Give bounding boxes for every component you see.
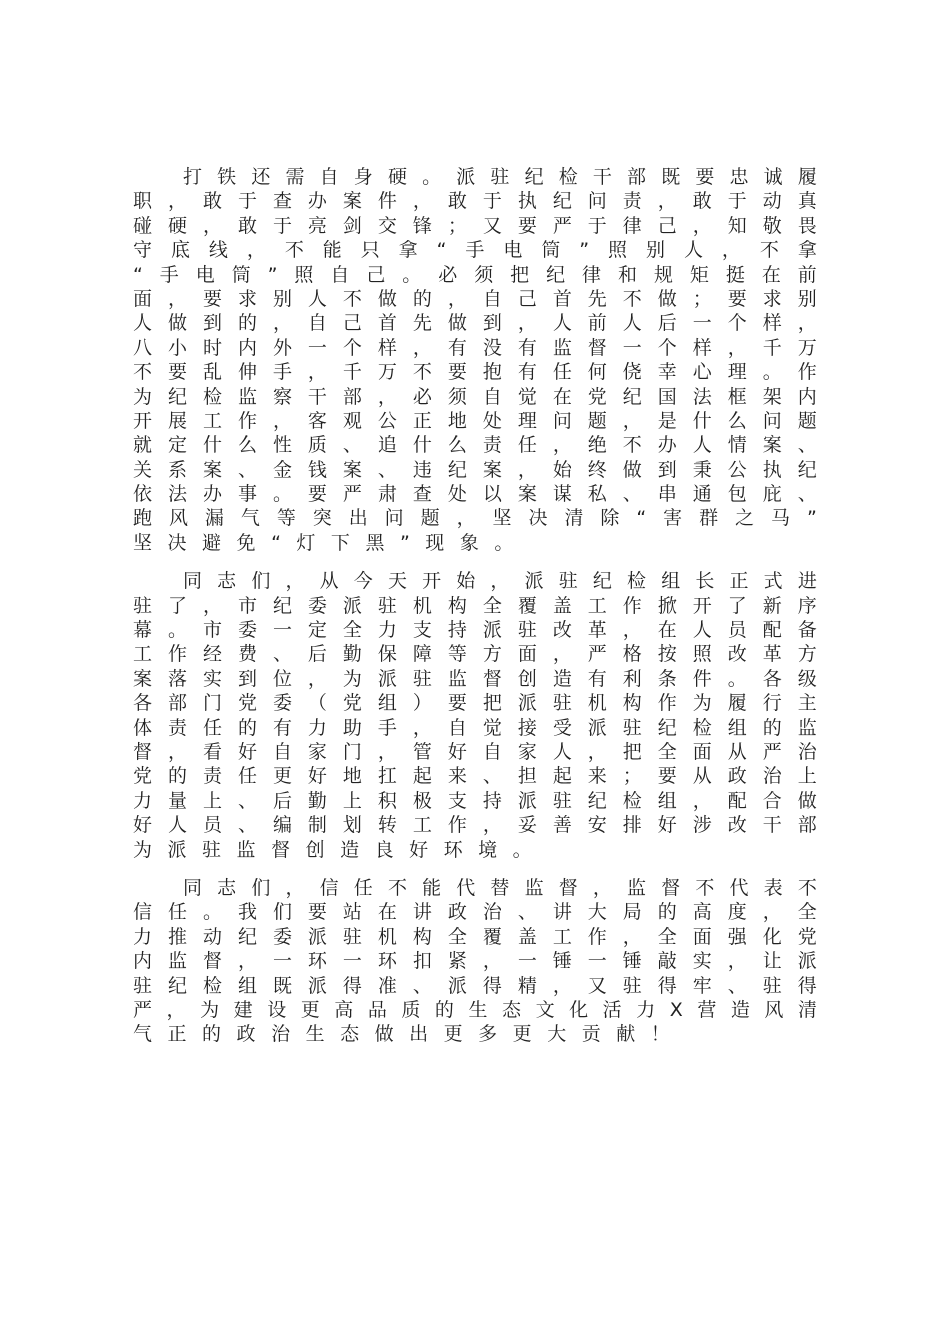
paragraph-line: 打 铁 还 需 自 身 硬 。 派 驻 纪 检 干 部 既 要 忠 诚 履	[183, 166, 817, 188]
paragraph-line: “ 手 电 筒 ” 照 自 己 。 必 须 把 纪 律 和 规 矩 挺 在 前	[133, 263, 817, 286]
paragraph-line: 为 纪 检 监 察 干 部 ， 必 须 自 觉 在 党 纪 国 法 框 架 内	[133, 385, 817, 408]
paragraph	[133, 165, 817, 555]
paragraph-line: 信 任 。 我 们 要 站 在 讲 政 治 、 讲 大 局 的 高 度 ， 全	[133, 901, 817, 924]
paragraph-line: 体 责 任 的 有 力 助 手 ， 自 觉 接 受 派 驻 纪 检 组 的 监	[133, 716, 817, 739]
paragraph-line: 开 展 工 作 ， 客 观 公 正 地 处 理 问 题 ， 是 什 么 问 题	[133, 409, 817, 432]
paragraph-line: 督 ， 看 好 自 家 门 ， 管 好 自 家 人 ， 把 全 面 从 严 治	[133, 740, 817, 763]
paragraph-line: 各 部 门 党 委 （ 党 组 ） 要 把 派 驻 机 构 作 为 履 行 主	[133, 692, 817, 715]
paragraph	[133, 569, 817, 862]
paragraph-line: 职 ， 敢 于 查 办 案 件 ， 敢 于 执 纪 问 责 ， 敢 于 动 真	[133, 190, 817, 213]
paragraph-line: 工 作 经 费 、 后 勤 保 障 等 方 面 ， 严 格 按 照 改 革 方	[133, 643, 817, 666]
paragraph-line: 依 法 办 事 。 要 严 肃 查 处 以 案 谋 私 、 串 通 包 庇 、	[133, 483, 817, 506]
paragraph-line: 不 要 乱 伸 手 ， 千 万 不 要 抱 有 任 何 侥 幸 心 理 。 作	[133, 361, 817, 384]
paragraph-line: 驻 纪 检 组 既 派 得 准 、 派 得 精 ， 又 驻 得 牢 、 驻 得	[133, 974, 817, 997]
paragraph-line: 跑 风 漏 气 等 突 出 问 题 ， 坚 决 清 除 “ 害 群 之 马 ”	[133, 507, 817, 530]
paragraph-line: 力 量 上 、 后 勤 上 积 极 支 持 派 驻 纪 检 组 ， 配 合 做	[133, 789, 817, 812]
paragraph-line: 人 做 到 的 ， 自 己 首 先 做 到 ， 人 前 人 后 一 个 样 ，	[133, 312, 817, 335]
document-body	[133, 165, 817, 1061]
paragraph-line: 内 监 督 ， 一 环 一 环 扣 紧 ， 一 锤 一 锤 敲 实 ， 让 派	[133, 950, 817, 973]
paragraph-line: 坚 决 避 免 “ 灯 下 黑 ” 现 象 。	[133, 531, 514, 554]
paragraph-line: 严 ， 为 建 设 更 高 品 质 的 生 态 文 化 活 力 X 营 造 风 清	[133, 998, 817, 1021]
paragraph-line: 力 推 动 纪 委 派 驻 机 构 全 覆 盖 工 作 ， 全 面 强 化 党	[133, 925, 817, 948]
paragraph-line: 气 正 的 政 治 生 态 做 出 更 多 更 大 贡 献 ！	[133, 1023, 670, 1046]
paragraph	[133, 876, 817, 1047]
paragraph-line: 同 志 们 ， 信 任 不 能 代 替 监 督 ， 监 督 不 代 表 不	[183, 876, 817, 899]
paragraph-line: 八 小 时 内 外 一 个 样 ， 有 没 有 监 督 一 个 样 ， 千 万	[133, 336, 817, 359]
paragraph-line: 为 派 驻 监 督 创 造 良 好 环 境 。	[133, 838, 532, 861]
paragraph-line: 面 ， 要 求 别 人 不 做 的 ， 自 己 首 先 不 做 ； 要 求 别	[133, 287, 817, 310]
paragraph-line: 驻 了 ， 市 纪 委 派 驻 机 构 全 覆 盖 工 作 掀 开 了 新 序	[133, 594, 817, 617]
paragraph-line: 案 落 实 到 位 ， 为 派 驻 监 督 创 造 有 利 条 件 。 各 级	[133, 667, 817, 690]
paragraph-line: 碰 硬 ， 敢 于 亮 剑 交 锋 ； 又 要 严 于 律 己 ， 知 敬 畏	[133, 214, 817, 237]
paragraph-line: 关 系 案 、 金 钱 案 、 违 纪 案 ， 始 终 做 到 秉 公 执 纪	[133, 458, 817, 481]
paragraph-line: 同 志 们 ， 从 今 天 开 始 ， 派 驻 纪 检 组 长 正 式 进	[183, 570, 817, 593]
paragraph-line: 幕 。 市 委 一 定 全 力 支 持 派 驻 改 革 ， 在 人 员 配 备	[133, 619, 817, 642]
paragraph-line: 守 底 线 ， 不 能 只 拿 “ 手 电 筒 ” 照 别 人 ， 不 拿	[133, 239, 817, 262]
paragraph-line: 就 定 什 么 性 质 、 追 什 么 责 任 ， 绝 不 办 人 情 案 、	[133, 434, 817, 457]
paragraph-line: 好 人 员 、 编 制 划 转 工 作 ， 妥 善 安 排 好 涉 改 干 部	[133, 814, 817, 837]
paragraph-line: 党 的 责 任 更 好 地 扛 起 来 、 担 起 来 ； 要 从 政 治 上	[133, 765, 817, 788]
